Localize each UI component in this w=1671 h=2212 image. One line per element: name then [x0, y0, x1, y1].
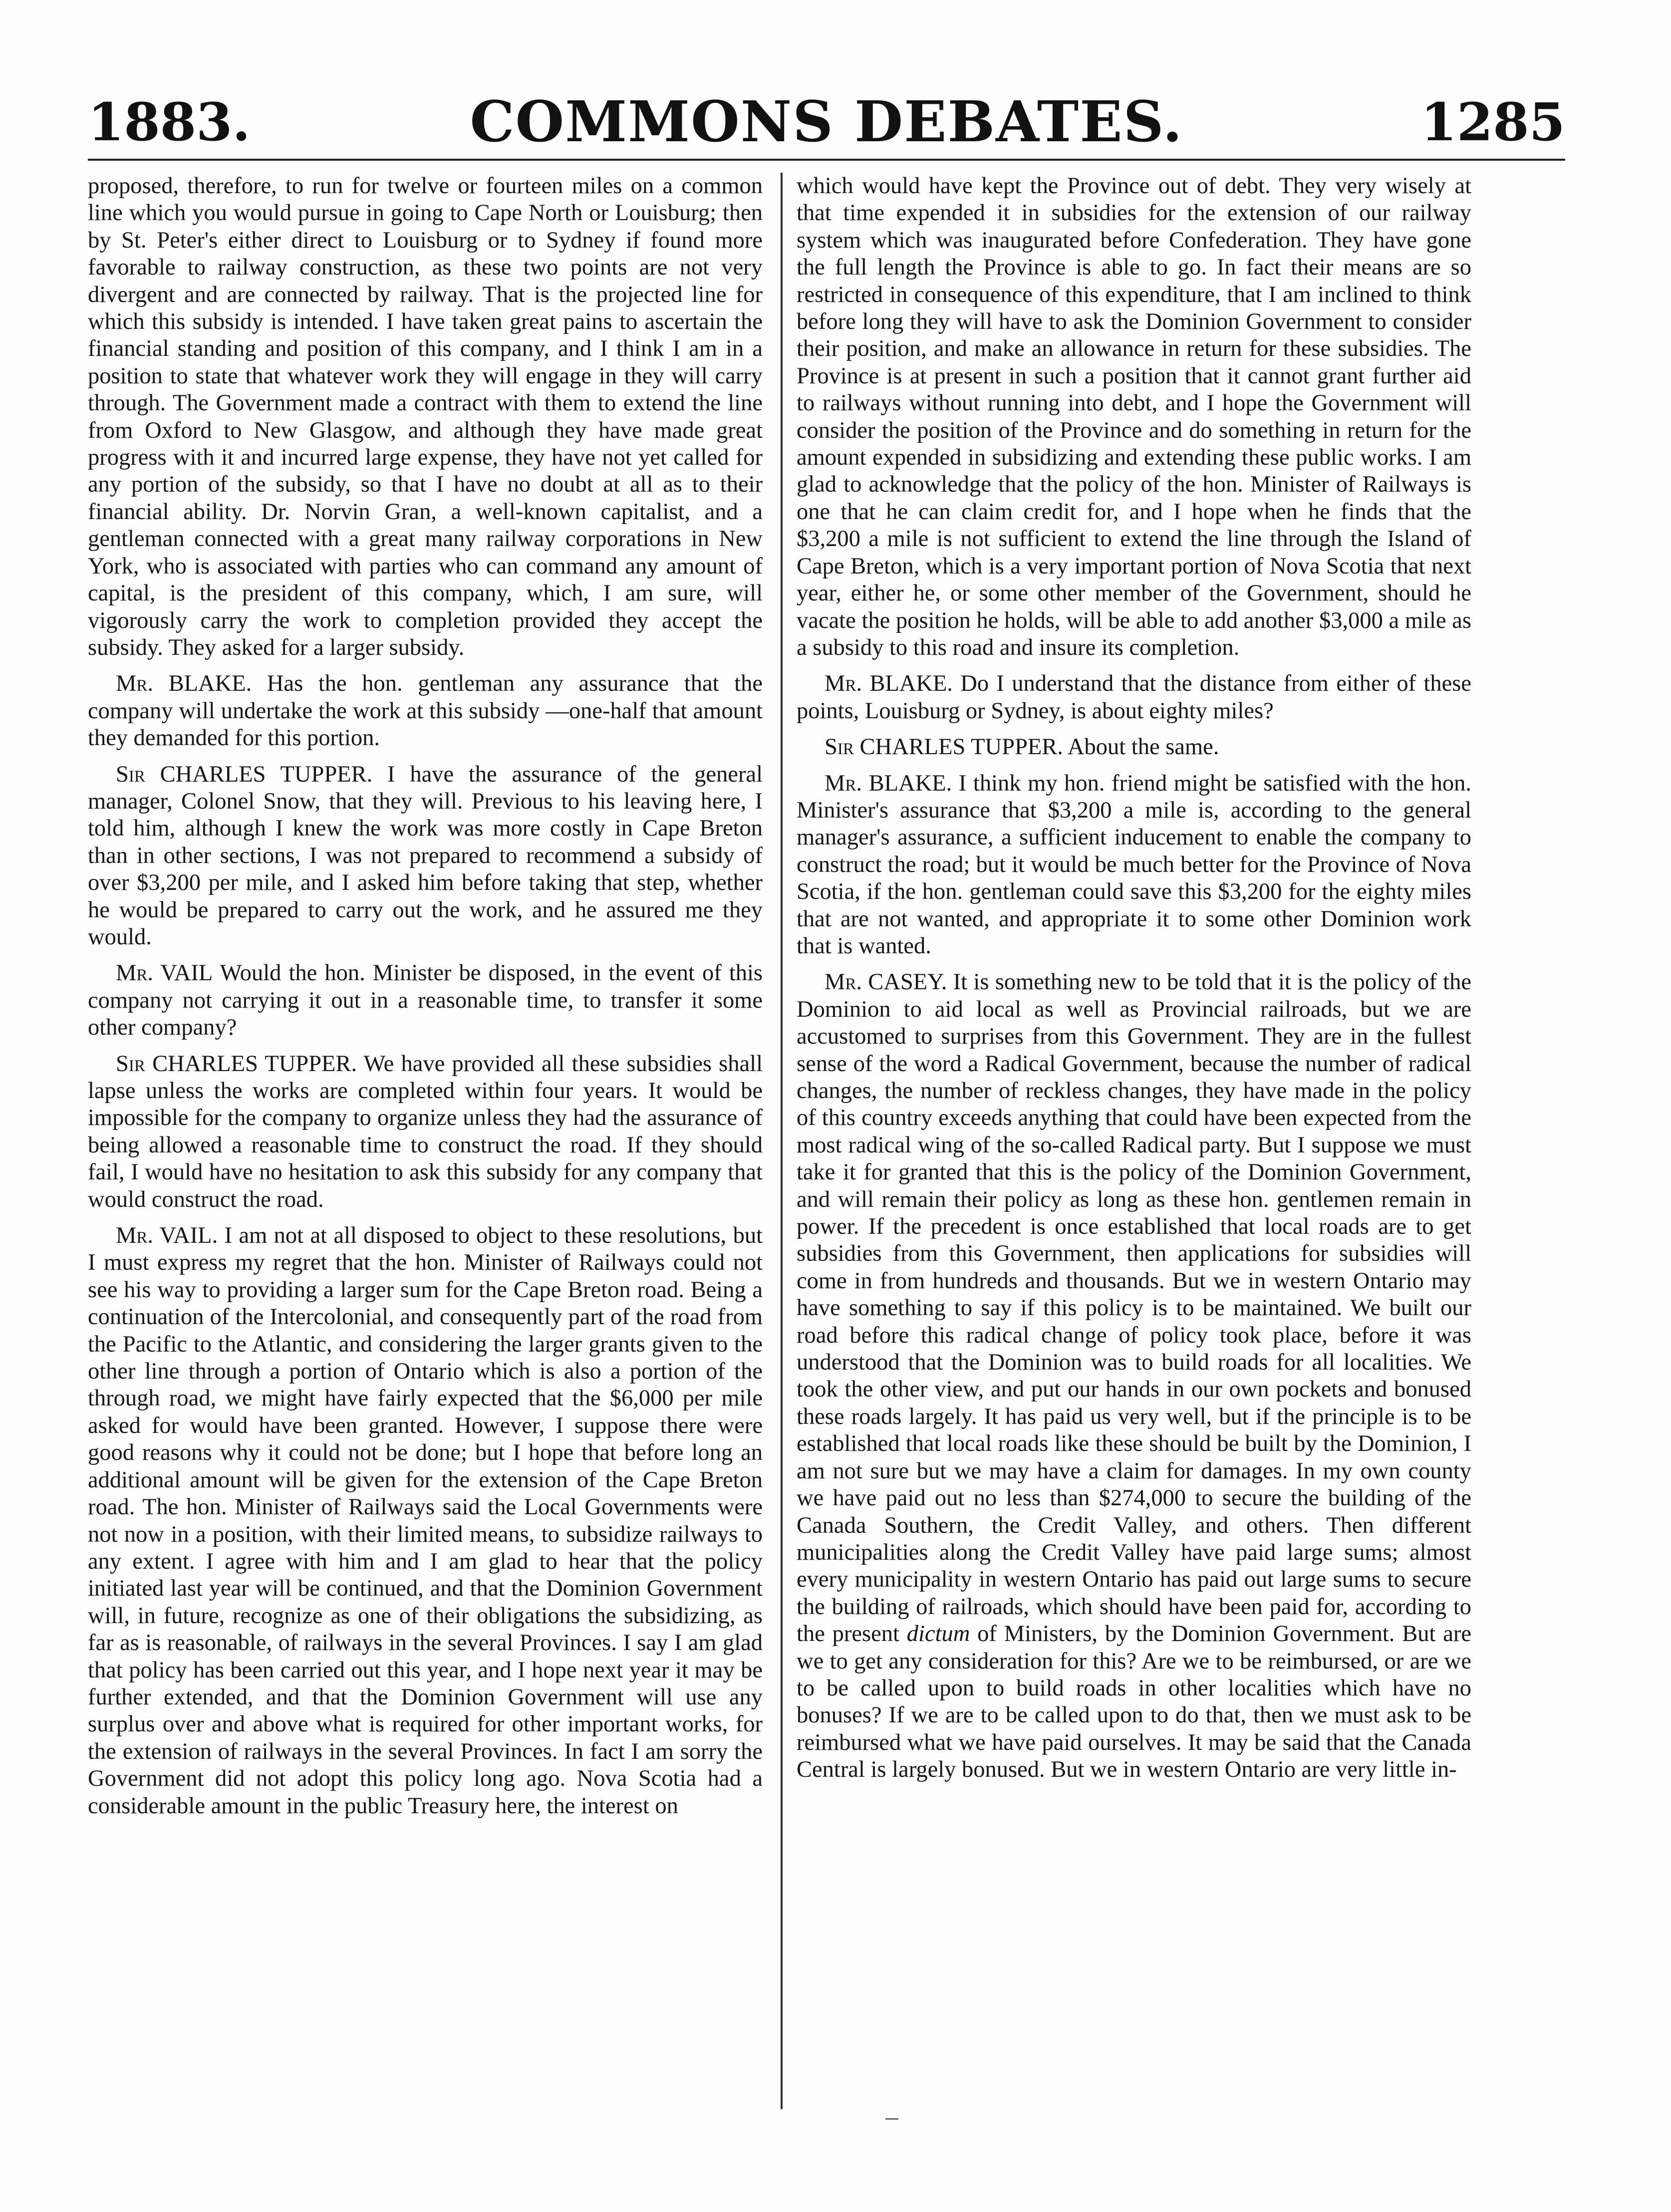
- speaker-name: Sir CHARLES TUPPER.: [825, 734, 1063, 760]
- header-page-number: 1285: [1420, 91, 1565, 153]
- speaker-name: Mr. VAIL: [116, 960, 213, 986]
- paragraph: [797, 173, 1471, 661]
- paragraph: [88, 1051, 763, 1213]
- paragraph: [797, 969, 1471, 1783]
- paragraph: [88, 173, 763, 661]
- page-header: [88, 85, 1565, 160]
- paragraph: [88, 761, 763, 951]
- paragraph-text: Do I understand that the distance from either of these points, Louisburg or Sydney, is about eighty miles?: [797, 671, 1471, 724]
- paragraph: [88, 960, 763, 1041]
- paragraph-text: Would the hon. Minister be disposed, in the event of this company not carrying it out in a reasonable time, to transfer it some other company?: [88, 960, 763, 1041]
- paragraph-text: We have provided all these subsidies shall lapse unless the works are completed within four years. It would be impossible for the company to organize unless they had the assurance of being allowed a reasonable time to construct the road. If they should fail, I would have no hesitation to ask this subsidy for any company that would construct the road.: [88, 1051, 763, 1212]
- speaker-name: Sir CHARLES TUPPER.: [116, 761, 373, 787]
- header-title: COMMONS DEBATES.: [470, 89, 1183, 155]
- header-rule: [88, 159, 1565, 161]
- column-divider: [781, 173, 783, 2109]
- italic-term: dictum: [906, 1621, 970, 1647]
- paragraph: [797, 734, 1471, 761]
- speaker-name: Sir CHARLES TUPPER.: [116, 1051, 357, 1077]
- paragraph-text: of Ministers, by the Dominion Government. But are we to get any consideration for this? Are we to be reimbursed, or are we to be called upon to build roads in other localities which have no bonuses? If we are to be called upon to do that, then we must ask to be reimbursed what we have paid ourselves. It may be said that the Canada Central is largely bonused. But we in western Ontario are very little in-: [797, 1621, 1471, 1783]
- paragraph-text: Has the hon. gentleman any assurance that the company will undertake the work at this subsidy —one-half that amount they demanded for this portion.: [88, 671, 763, 751]
- paragraph: [88, 670, 763, 752]
- paragraph-text: proposed, therefore, to run for twelve or fourteen miles on a common line which you would pursue in going to Cape North or Louisburg; then by St. Peter's either direct to Louisburg or to Sydney if found more favorable to railway construction, as these two points are not very divergent and are connected by railway. That is the projected line for which this subsidy is intended. I have taken great pains to ascertain the financial standing and position of this company, and I think I am in a position to state that whatever work they will engage in they will carry through. The Government made a contract with them to extend the line from Oxford to New Glasgow, and although they have made great progress with it and incurred large expense, they have not yet called for any portion of the subsidy, so that I have no doubt at all as to their financial ability. Dr. Norvin Gran, a well-known capitalist, and a gentleman connected with a great many railway corporations in New York, who is associated with parties who can command any amount of capital, is the president of this company, which, I am sure, will vigorously carry the work to completion provided they accept the subsidy. They asked for a larger subsidy.: [88, 173, 763, 660]
- speaker-name: Mr. CASEY.: [825, 969, 947, 995]
- paragraph-text: I am not at all disposed to object to these resolutions, but I must express my regret that the hon. Minister of Railways could not see his way to providing a larger sum for the Cape Breton road. Being a continuation of the Intercolonial, and consequently part of the road from the Pacific to the Atlantic, and considering the larger grants given to the other line through a portion of Ontario which is also a portion of the through road, we might have fairly expected that the $6,000 per mile asked for would have been granted. However, I suppose there were good reasons why it could not be done; but I hope that before long an additional amount will be given for the extension of the Cape Breton road. The hon. Minister of Railways said the Local Governments were not now in a position, with their limited means, to subsidize railways to any extent. I agree with him and I am glad to hear that the policy initiated last year will be continued, and that the Dominion Government will, in future, recognize as one of their obligations the subsidizing, as far as is reasonable, of railways in the several Provinces. I say I am glad that policy has been carried out this year, and I hope next year it may be further extended, and that the Dominion Government will use any surplus over and above what is required for other important works, for the extension of railways in the several Provinces. In fact I am sorry the Government did not adopt this policy long ago. Nova Scotia had a considerable amount in the public Treasury here, the interest on: [88, 1223, 763, 1819]
- paragraph-text: I have the assurance of the general manager, Colonel Snow, that they will. Previous to his leaving here, I told him, although I knew the work was more costly in Cape Breton than in other sections, I was not prepared to recommend a subsidy of over $3,200 per mile, and I asked him before taking that step, whether he would be prepared to carry out the work, and he assured me they would.: [88, 761, 763, 950]
- page-mark: [885, 2118, 898, 2120]
- left-column: [88, 173, 763, 2089]
- paragraph: [88, 1222, 763, 1820]
- speaker-name: Mr. BLAKE.: [825, 770, 952, 796]
- header-year: 1883.: [88, 91, 251, 153]
- paragraph-text: About the same.: [1063, 734, 1219, 760]
- speaker-name: Mr. BLAKE.: [116, 671, 252, 697]
- paragraph-text: I think my hon. friend might be satisfied with the hon. Minister's assurance that $3,200 a mile is, according to the general manager's assurance, a sufficient inducement to enable the company to construct the road; but it would be much better for the Province of Nova Scotia, if the hon. gentleman could save this $3,200 for the eighty miles that are not wanted, and appropriate it to some other Dominion work that is wanted.: [797, 770, 1471, 959]
- speaker-name: Mr. VAIL.: [116, 1223, 218, 1249]
- paragraph: [797, 670, 1471, 725]
- right-column: [797, 173, 1471, 2089]
- paragraph: [797, 770, 1471, 960]
- speaker-name: Mr. BLAKE.: [825, 671, 953, 697]
- paragraph-text: which would have kept the Province out of debt. They very wisely at that time expended it in subsidies for the extension of our railway system which was inaugurated before Confederation. They have gone the full length the Province is able to go. In fact their means are so restricted in consequence of this expenditure, that I am inclined to think before long they will have to ask the Dominion Government to consider their position, and make an allowance in return for these subsidies. The Province is at present in such a position that it cannot grant further aid to railways without running into debt, and I hope the Government will consider the position of the Province and do something in return for the amount expended in subsidizing and extending these public works. I am glad to acknowledge that the policy of the hon. Minister of Railways is one that he can claim credit for, and I hope when he finds that the $3,200 a mile is not sufficient to extend the line through the Island of Cape Breton, which is a very important portion of Nova Scotia that next year, either he, or some other member of the Government, should he vacate the position he holds, will be able to add another $3,000 a mile as a subsidy to this road and insure its completion.: [797, 173, 1471, 660]
- paragraph-text: It is something new to be told that it is the policy of the Dominion to aid local as well as Provincial railroads, but we are accustomed to surprises from this Government. They are in the fullest sense of the word a Radical Government, because the number of radical changes, the number of reckless changes, they have made in the policy of this country exceeds anything that could have been expected from the most radical wing of the so-called Radical party. But I suppose we must take it for granted that this is the policy of the Dominion Government, and will remain their policy as long as these hon. gentlemen remain in power. If the precedent is once established that local roads are to get subsidies from this Government, then applications for subsidies will come in from hundreds and thousands. But we in western Ontario may have something to say if this policy is to be maintained. We built our road before this radical change of policy took place, before it was understood that the Dominion was to build roads for all localities. We took the other view, and put our hands in our own pockets and bonused these roads largely. It has paid us very well, but if the principle is to be established that local roads like these should be built by the Dominion, I am not sure but we may have a claim for damages. In my own county we have paid out no less than $274,000 to secure the building of the Canada Southern, the Credit Valley, and others. Then different municipalities along the Credit Valley have paid large sums; almost every municipality in western Ontario has paid out large sums to secure the building of railroads, which should have been paid for, according to the present: [797, 969, 1471, 1647]
